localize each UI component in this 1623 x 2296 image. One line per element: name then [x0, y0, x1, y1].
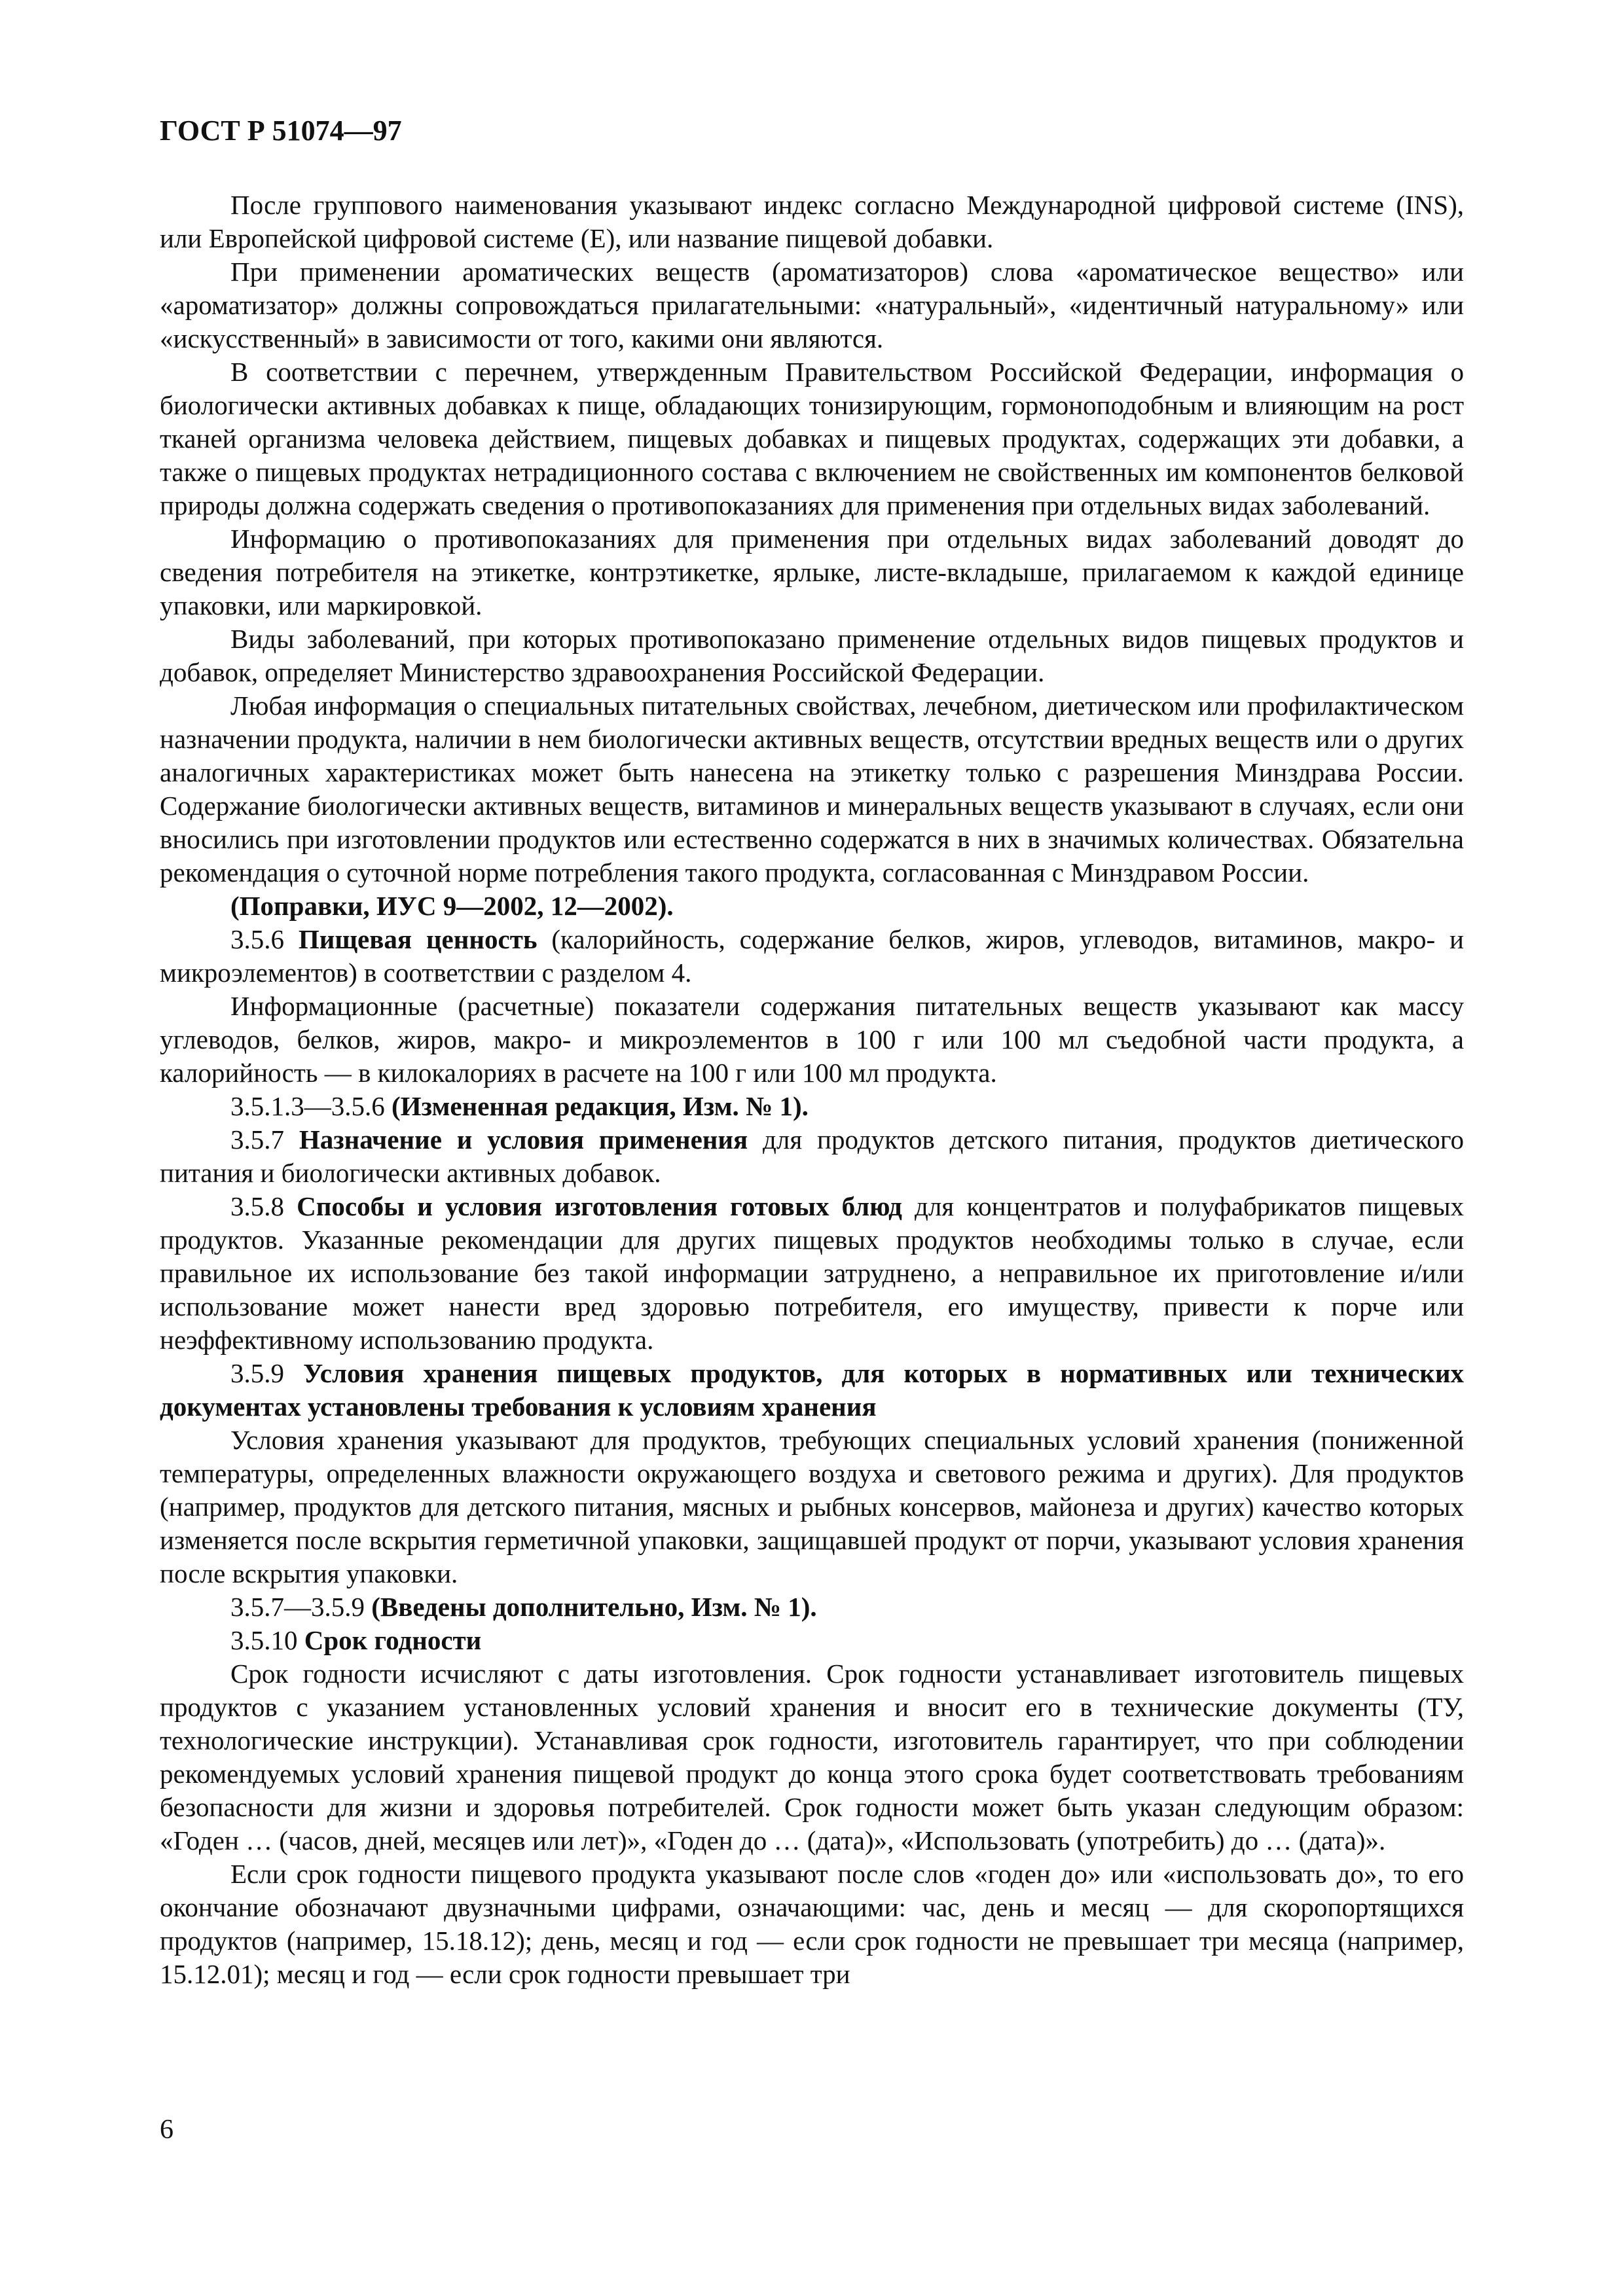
clause-number: 3.5.7 [230, 1124, 284, 1155]
clause-number: 3.5.6 [230, 924, 284, 954]
page-header-standard: ГОСТ Р 51074—97 [160, 115, 402, 147]
body-text [160, 188, 1464, 1991]
amendment-note-3: 3.5.7—3.5.9 (Введены дополнительно, Изм. № 1). [230, 1592, 817, 1622]
amendment-note-1: (Поправки, ИУС 9—2002, 12—2002). [230, 891, 674, 921]
clause-number: 3.5.10 [230, 1625, 298, 1655]
clause-number: 3.5.1.3—3.5.6 [230, 1091, 385, 1121]
paragraph-10: Если срок годности пищевого продукта указывают после слов «годен до» или «использовать до», то его окончание обозначают двузначными цифрами, означающими: час, день и месяц — для скоропортящихся продуктов (например, 15.18.12); день, месяц и год — если срок годности не превышает три месяца (например, 15.12.01); месяц и год — если срок годности превышает три [160, 1859, 1464, 1989]
clause-3-5-9 [160, 1357, 1464, 1424]
clause-heading: Условия хранения пищевых продуктов, для которых в нормативных или технических документах установлены требования к условиям хранения [160, 1358, 1465, 1422]
clause-number: 3.5.7—3.5.9 [230, 1592, 365, 1622]
clause-3-5-8: 3.5.8 Способы и условия изготовления готовых блюд для концентратов и полуфабрикатов пищевых продуктов. Указанные рекомендации для других пищевых продуктов необходимы только в случае, если правильное их использование без такой информации затруднено, а неправильное их приготовление и/или использование может нанести вред здоровью потребителя, его имуществу, привести к порче или неэффективному использованию продукта. [160, 1191, 1465, 1355]
page-number: 6 [160, 2115, 173, 2145]
paragraph-06: Любая информация о специальных питательных свойствах, лечебном, диетическом или профилактическом назначении продукта, наличии в нем биологически активных веществ, отсутствии вредных веществ или о других аналогичных характеристиках может быть нанесена на этикетку только с разрешения Минздрава России. Содержание биологически активных веществ, витаминов и минеральных веществ указывают в случаях, если они вносились при изготовлении продуктов или естественно содержатся в них в значимых количествах. Обязательна рекомендация о суточной норме потребления такого продукта, согласованная с Минздравом России. [160, 691, 1464, 888]
paragraph-09: Срок годности исчисляют с даты изготовления. Срок годности устанавливает изготовитель пищевых продуктов с указанием установленных условий хранения и вносит его в технические документы (ТУ, технологические инструкции). Устанавливая срок годности, изготовитель гарантирует, что при соблюдении рекомендуемых условий хранения пищевой продукт до конца этого срока будет соответствовать требованиям безопасности для жизни и здоровья потребителей. Срок годности может быть указан следующим образом: «Годен … (часов, дней, месяцев или лет)», «Годен до … (дата)», «Использовать (употребить) до … (дата)». [160, 1659, 1464, 1856]
clause-heading: Пищевая ценность [298, 924, 538, 954]
clause-heading: Назначение и условия применения [299, 1124, 748, 1155]
paragraph-05: Виды заболеваний, при которых противопоказано применение отдельных видов пищевых продуктов и добавок, определяет Министерство здравоохранения Российской Федерации. [160, 624, 1464, 687]
clause-3-5-7: 3.5.7 Назначение и условия применения для продуктов детского питания, продуктов диетического питания и биологически активных добавок. [160, 1124, 1465, 1188]
clause-heading: Срок годности [304, 1625, 482, 1655]
paragraph-01: После группового наименования указывают индекс согласно Международной цифровой системе (INS), или Европейской цифровой системе (Е), или название пищевой добавки. [160, 190, 1464, 253]
amendment-note-2: 3.5.1.3—3.5.6 (Измененная редакция, Изм. № 1). [230, 1091, 809, 1121]
clause-number: 3.5.8 [230, 1191, 284, 1221]
paragraph-04: Информацию о противопоказаниях для применения при отдельных видах заболеваний доводят до сведения потребителя на этикетке, контрэтикетке, ярлыке, листе-вкладыше, прилагаемом к каждой единице упаковки, или маркировкой. [160, 524, 1464, 620]
clause-number: 3.5.9 [230, 1358, 284, 1388]
clause-3-5-10 [160, 1624, 1464, 1657]
paragraph-02: При применении ароматических веществ (ароматизаторов) слова «ароматическое вещество» или «ароматизатор» должны сопровождаться прилагательными: «натуральный», «идентичный натуральному» или «искусственный» в зависимости от того, какими они являются. [160, 257, 1464, 353]
paragraph-03: В соответствии с перечнем, утвержденным Правительством Российской Федерации, информация о биологически активных добавках к пище, обладающих тонизирующим, гормоноподобным и влияющим на рост тканей организма человека действием, пищевых добавках и пищевых продуктах, содержащих эти добавки, а также о пищевых продуктах нетрадиционного состава с включением не свойственных им компонентов белковой природы должна содержать сведения о противопоказаниях для применения при отдельных видах заболеваний. [160, 357, 1464, 520]
paragraph-08: Условия хранения указывают для продуктов, требующих специальных условий хранения (пониженной температуры, определенных влажности окружающего воздуха и светового режима и других). Для продуктов (например, продуктов для детского питания, мясных и рыбных консервов, майонеза и других) качество которых изменяется после вскрытия герметичной упаковки, защищавшей продукт от порчи, указывают условия хранения после вскрытия упаковки. [160, 1425, 1464, 1588]
paragraph-07: Информационные (расчетные) показатели содержания питательных веществ указывают как массу углеводов, белков, жиров, макро- и микроэлементов в 100 г или 100 мл съедобной части продукта, а калорийность — в килокалориях в расчете на 100 г или 100 мл продукта. [160, 991, 1464, 1088]
clause-3-5-6: 3.5.6 Пищевая ценность (калорийность, содержание белков, жиров, углеводов, витаминов, макро- и микроэлементов) в соответствии с разделом 4. [160, 924, 1464, 988]
clause-heading: Способы и условия изготовления готовых блюд [297, 1191, 902, 1221]
